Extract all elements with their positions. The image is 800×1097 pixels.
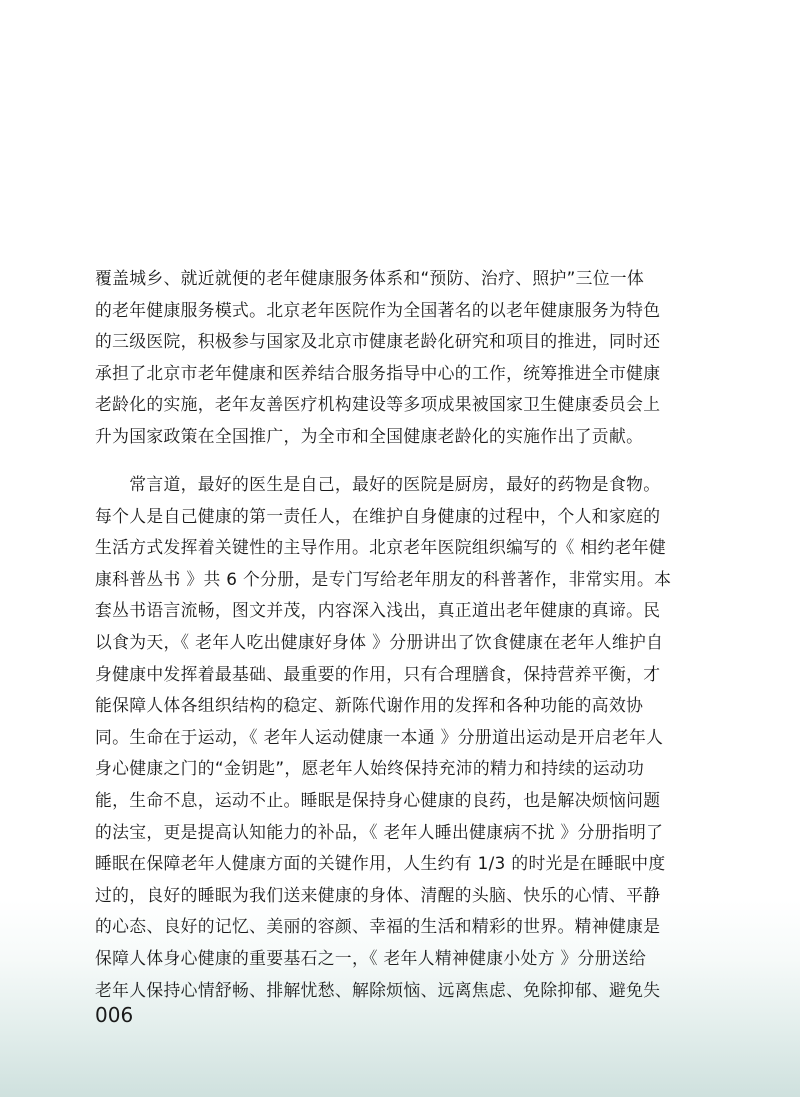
text-line: 老龄化的实施，老年友善医疗机构建设等多项成果被国家卫生健康委员会上: [95, 394, 661, 415]
text-line: 身心健康之门的“金钥匙”，愿老年人始终保持充沛的精力和持续的运动功: [95, 758, 645, 779]
text-line: 生活方式发挥着关键性的主导作用。北京老年医院组织编写的《 相约老年健: [95, 537, 667, 558]
text-line: 的法宝，更是提高认知能力的补品，《 老年人睡出健康病不扰 》分册指明了: [95, 821, 664, 842]
text-line: 的三级医院，积极参与国家及北京市健康老龄化研究和项目的推进，同时还: [95, 331, 661, 352]
text-line: 保障人体身心健康的重要基石之一，《 老年人精神健康小处方 》分册送给: [95, 947, 647, 968]
text-line: 套丛书语言流畅，图文并茂，内容深入浅出，真正道出老年健康的真谛。民: [95, 600, 661, 621]
body-paragraph-2: [95, 469, 680, 1006]
text-line: 老年人保持心情舒畅、排解忧愁、解除烦恼、远离焦虑、免除抑郁、避免失: [95, 979, 661, 1000]
text-line: 身健康中发挥着最基础、最重要的作用，只有合理膳食，保持营养平衡，才: [95, 663, 661, 684]
text-line: 同。生命在于运动，《 老年人运动健康一本通 》分册道出运动是开启老年人: [95, 726, 664, 747]
text-line: 覆盖城乡、就近就便的老年健康服务体系和“预防、治疗、照护”三位一体: [95, 268, 645, 288]
page-number: 006: [95, 1003, 134, 1027]
text-line: 的心态、良好的记忆、美丽的容颜、幸福的生活和精彩的世界。精神健康是: [95, 916, 661, 937]
text-line: 常言道，最好的医生是自己，最好的医院是厨房，最好的药物是食物。: [95, 474, 661, 494]
text-line: 每个人是自己健康的第一责任人，在维护自身健康的过程中，个人和家庭的: [95, 505, 661, 526]
text-line: 能保障人体各组织结构的稳定、新陈代谢作用的发挥和各种功能的高效协: [95, 695, 644, 716]
text-line: 能，生命不息，运动不止。睡眠是保持身心健康的良药，也是解决烦恼问题: [95, 789, 661, 810]
text-line: 的老年健康服务模式。北京老年医院作为全国著名的以老年健康服务为特色: [95, 299, 661, 320]
text-line: 过的，良好的睡眠为我们送来健康的身体、清醒的头脑、快乐的心情、平静: [95, 884, 661, 905]
body-paragraph-1: [95, 263, 680, 453]
text-line: 承担了北京市老年健康和医养结合服务指导中心的工作，统筹推进全市健康: [95, 362, 661, 383]
text-line: 睡眠在保障老年人健康方面的关键作用，人生约有 1/3 的时光是在睡眠中度: [95, 853, 666, 874]
text-line: 升为国家政策在全国推广，为全市和全国健康老龄化的实施作出了贡献。: [95, 425, 644, 446]
text-line: 康科普丛书 》共 6 个分册，是专门写给老年朋友的科普著作，非常实用。本: [95, 568, 672, 589]
text-line: 以食为天，《 老年人吃出健康好身体 》分册讲出了饮食健康在老年人维护自: [95, 631, 664, 652]
